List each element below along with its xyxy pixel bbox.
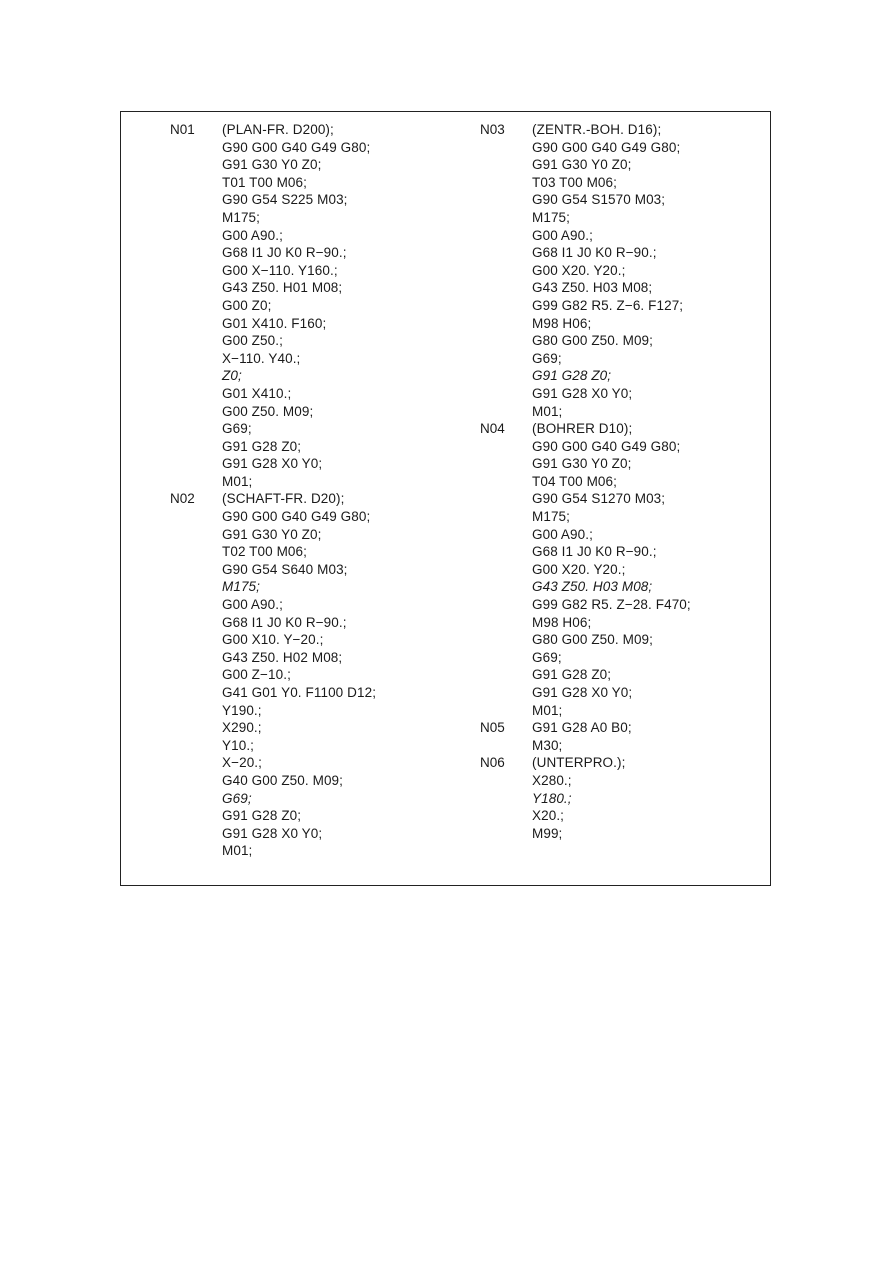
code-lines bbox=[532, 420, 691, 719]
code-line: M01; bbox=[532, 403, 563, 419]
code-line: G40 G00 Z50. M09; bbox=[222, 772, 344, 788]
code-line: G01 X410. F160; bbox=[222, 315, 327, 331]
code-line: G00 X10. Y−20.; bbox=[222, 632, 324, 648]
code-line: G90 G54 S1270 M03; bbox=[532, 491, 666, 507]
code-line: G01 X410.; bbox=[222, 385, 292, 401]
code-line: M30; bbox=[532, 737, 563, 753]
code-line: G91 G30 Y0 Z0; bbox=[222, 157, 322, 173]
code-line: G99 G82 R5. Z−28. F470; bbox=[532, 597, 691, 613]
code-line: M01; bbox=[222, 473, 253, 489]
code-line: G90 G00 G40 G49 G80; bbox=[222, 139, 371, 155]
code-line: G91 G30 Y0 Z0; bbox=[532, 456, 632, 472]
code-lines bbox=[222, 490, 376, 859]
code-line: G90 G00 G40 G49 G80; bbox=[532, 139, 681, 155]
code-lines bbox=[222, 121, 370, 490]
code-line: G00 X−110. Y160.; bbox=[222, 262, 338, 278]
code-line: M01; bbox=[532, 702, 563, 718]
code-line: G90 G00 G40 G49 G80; bbox=[532, 438, 681, 454]
program-block-n06 bbox=[480, 754, 691, 842]
code-line: G00 Z0; bbox=[222, 297, 272, 313]
program-block-n05 bbox=[480, 719, 691, 754]
code-lines bbox=[532, 754, 625, 842]
code-line: (UNTERPRO.); bbox=[532, 755, 626, 771]
code-line: G68 I1 J0 K0 R−90.; bbox=[222, 245, 347, 261]
code-line: G69; bbox=[532, 350, 562, 366]
code-lines bbox=[532, 719, 632, 754]
code-line: G43 Z50. H03 M08; bbox=[532, 280, 653, 296]
code-line: G69; bbox=[532, 649, 562, 665]
code-line: (PLAN-FR. D200); bbox=[222, 122, 334, 137]
code-line: Z0; bbox=[222, 368, 242, 384]
program-block-n04 bbox=[480, 420, 691, 719]
code-line: X−20.; bbox=[222, 755, 263, 771]
code-line: G43 Z50. H03 M08; bbox=[532, 579, 653, 595]
code-line: G91 G28 Z0; bbox=[222, 808, 302, 824]
code-line: G80 G00 Z50. M09; bbox=[532, 333, 654, 349]
block-label: N04 bbox=[480, 421, 505, 437]
code-line: G68 I1 J0 K0 R−90.; bbox=[222, 614, 347, 630]
code-line: G00 X20. Y20.; bbox=[532, 561, 626, 577]
code-line: G00 A90.; bbox=[222, 227, 283, 243]
code-line: G91 G28 X0 Y0; bbox=[532, 685, 633, 700]
code-line: G91 G28 X0 Y0; bbox=[222, 825, 323, 841]
code-line: M175; bbox=[222, 579, 261, 595]
code-line: G91 G28 Z0; bbox=[222, 438, 302, 454]
code-line: G69; bbox=[222, 421, 252, 437]
code-line: (ZENTR.-BOH. D16); bbox=[532, 122, 662, 137]
block-label: N06 bbox=[480, 755, 505, 771]
code-line: (SCHAFT-FR. D20); bbox=[222, 491, 345, 507]
code-line: G00 X20. Y20.; bbox=[532, 262, 626, 278]
code-line: G68 I1 J0 K0 R−90.; bbox=[532, 245, 657, 261]
code-line: M99; bbox=[532, 825, 563, 841]
left-column bbox=[170, 121, 376, 860]
code-line: G00 A90.; bbox=[532, 227, 593, 243]
code-lines bbox=[532, 121, 683, 420]
code-line: Y180.; bbox=[532, 790, 572, 806]
right-column bbox=[480, 121, 691, 842]
code-line: T03 T00 M06; bbox=[532, 174, 617, 190]
code-line: G43 Z50. H01 M08; bbox=[222, 280, 343, 296]
program-block-n01 bbox=[170, 121, 376, 490]
code-line: T01 T00 M06; bbox=[222, 174, 307, 190]
code-line: T04 T00 M06; bbox=[532, 473, 617, 489]
code-line: G00 Z50. M09; bbox=[222, 403, 314, 419]
code-line: G00 A90.; bbox=[532, 526, 593, 542]
code-line: X−110. Y40.; bbox=[222, 350, 301, 366]
code-line: G91 G28 Z0; bbox=[532, 368, 612, 384]
code-line: X20.; bbox=[532, 808, 565, 824]
code-line: G91 G28 X0 Y0; bbox=[222, 456, 323, 472]
code-line: G91 G30 Y0 Z0; bbox=[222, 526, 322, 542]
code-line: Y190.; bbox=[222, 702, 262, 718]
code-line: G69; bbox=[222, 790, 252, 806]
code-line: X290.; bbox=[222, 720, 262, 736]
code-line: G99 G82 R5. Z−6. F127; bbox=[532, 297, 684, 313]
code-line: G91 G28 A0 B0; bbox=[532, 720, 632, 736]
code-line: G90 G54 S1570 M03; bbox=[532, 192, 666, 208]
code-line: X280.; bbox=[532, 772, 572, 788]
code-line: G91 G30 Y0 Z0; bbox=[532, 157, 632, 173]
code-line: G91 G28 Z0; bbox=[532, 667, 612, 683]
code-line: G41 G01 Y0. F1100 D12; bbox=[222, 685, 377, 700]
code-line: T02 T00 M06; bbox=[222, 544, 307, 560]
code-line: M01; bbox=[222, 843, 253, 859]
code-line: G00 Z50.; bbox=[222, 333, 283, 349]
code-line: M175; bbox=[532, 209, 571, 225]
code-line: M98 H06; bbox=[532, 614, 592, 630]
code-line: G91 G28 X0 Y0; bbox=[532, 385, 633, 401]
code-line: G90 G54 S225 M03; bbox=[222, 192, 348, 208]
code-line: G43 Z50. H02 M08; bbox=[222, 649, 343, 665]
code-line: G00 Z−10.; bbox=[222, 667, 291, 683]
block-label: N03 bbox=[480, 122, 505, 137]
code-line: Y10.; bbox=[222, 737, 255, 753]
block-label: N01 bbox=[170, 122, 195, 137]
code-line: M175; bbox=[532, 509, 571, 525]
block-label: N05 bbox=[480, 720, 505, 736]
code-line: M98 H06; bbox=[532, 315, 592, 331]
block-label: N02 bbox=[170, 491, 195, 507]
code-line: G90 G00 G40 G49 G80; bbox=[222, 509, 371, 525]
code-line: M175; bbox=[222, 209, 261, 225]
code-line: (BOHRER D10); bbox=[532, 421, 633, 437]
code-line: G68 I1 J0 K0 R−90.; bbox=[532, 544, 657, 560]
code-line: G00 A90.; bbox=[222, 597, 283, 613]
program-block-n03 bbox=[480, 121, 691, 420]
code-line: G90 G54 S640 M03; bbox=[222, 561, 348, 577]
code-line: G80 G00 Z50. M09; bbox=[532, 632, 654, 648]
program-block-n02 bbox=[170, 490, 376, 859]
